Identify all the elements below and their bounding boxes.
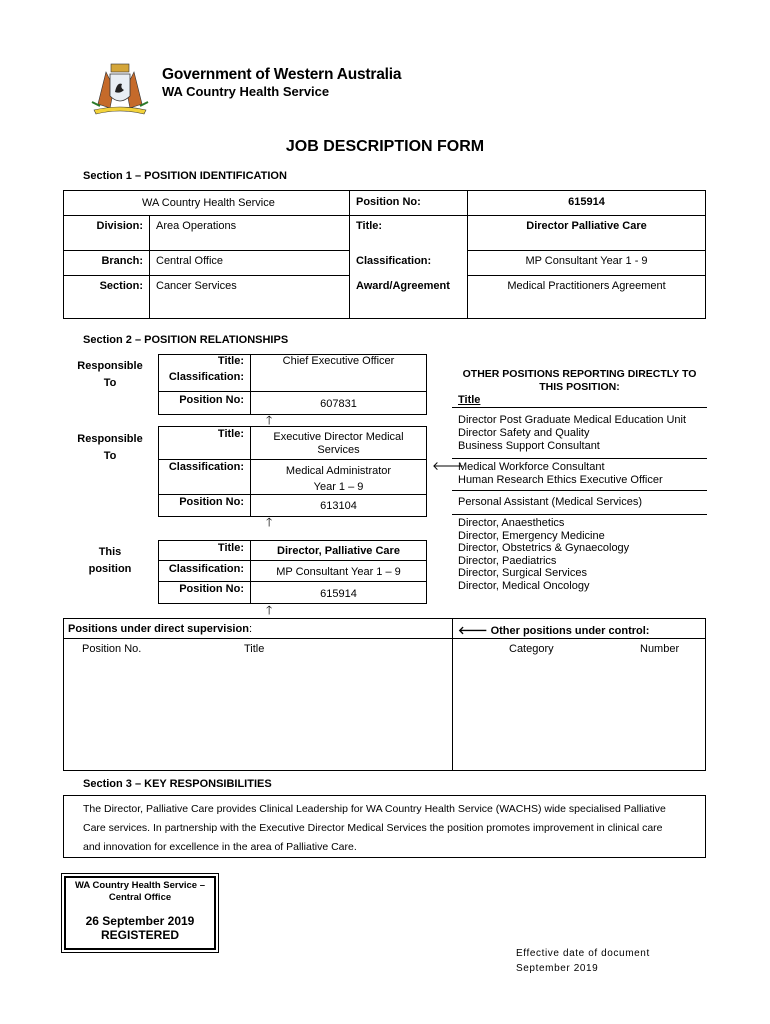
box1-title-value: Chief Executive Officer <box>282 355 395 367</box>
stamp-status: REGISTERED <box>100 928 179 942</box>
box1-title-label: Title: <box>217 355 244 367</box>
section-label: Section: <box>99 280 143 292</box>
box3-classification-label: Classification: <box>168 563 244 575</box>
list-item: Personal Assistant (Medical Services) <box>458 496 643 508</box>
position-no-label: Position No: <box>356 196 421 208</box>
division-value: Area Operations <box>156 220 237 232</box>
box3-position-no-label: Position No: <box>179 583 244 595</box>
government-name: Government of Western Australia <box>162 66 402 83</box>
box3-position-no-value: 615914 <box>320 588 357 600</box>
org-name: WA Country Health Service <box>142 197 275 209</box>
other-positions-group-2 <box>458 461 663 487</box>
other-positions-group-3 <box>458 496 642 509</box>
list-item: Director, Emergency Medicine <box>458 529 605 542</box>
effective-date-label: Effective date of document <box>516 948 650 959</box>
box2-position-no-label: Position No: <box>179 496 244 508</box>
list-item: Human Research Ethics Executive Officer <box>458 474 663 486</box>
branch-label: Branch: <box>101 255 143 267</box>
direct-supervision-label: Positions under direct supervision: <box>68 623 252 635</box>
up-arrow-icon: 🡑 <box>266 603 273 617</box>
col-category: Category <box>509 643 554 655</box>
stamp-date: 26 September 2019 <box>85 914 195 928</box>
health-service-name: WA Country Health Service <box>162 84 330 99</box>
col-position-no: Position No. <box>82 643 142 655</box>
award-label: Award/Agreement <box>356 280 450 292</box>
list-item: Director, Surgical Services <box>458 567 587 580</box>
box1-position-no-label: Position No: <box>179 394 244 406</box>
box2-classification-label: Classification: <box>168 461 244 473</box>
section1-heading: Section 1 – POSITION IDENTIFICATION <box>83 170 287 182</box>
box1-position-no-value: 607831 <box>320 398 357 410</box>
box3-title-value: Director, Palliative Care <box>277 545 400 557</box>
left-arrow-icon: 🡐 <box>432 459 465 473</box>
section2-heading: Section 2 – POSITION RELATIONSHIPS <box>83 334 289 346</box>
classification-label: Classification: <box>356 255 432 267</box>
award-value: Medical Practitioners Agreement <box>507 280 666 292</box>
col-number: Number <box>640 643 680 655</box>
box2-classification-value: Medical Administrator Year 1 – 9 <box>285 465 392 493</box>
col-title: Title <box>244 643 265 655</box>
this-position-label: This position <box>88 546 132 575</box>
list-item: Director, Anaesthetics <box>458 517 565 529</box>
responsible-to-label-1: Responsible To <box>77 360 143 389</box>
box2-title-value: Executive Director Medical Services <box>273 431 404 456</box>
box1-classification-label: Classification: <box>168 371 244 383</box>
key-responsibilities-text: The Director, Palliative Care provides Clinical Leadership for WA Country Health Service (WACHS) wide specialised Palliative Care services. In partnership with the Executive Director Medical Services the position promotes improvement in clinical care and innovation for excellence in the area of Palliative Care. <box>83 803 666 853</box>
box3-classification-value: MP Consultant Year 1 – 9 <box>276 566 401 578</box>
up-arrow-icon: 🡑 <box>266 515 273 529</box>
government-crest-logo <box>84 58 156 118</box>
left-arrow-icon: 🡐 <box>458 625 488 637</box>
up-arrow-icon: 🡑 <box>266 413 273 427</box>
other-control-label: 🡐 Other positions under control: <box>458 625 650 637</box>
list-item: Director, Obstetrics & Gynaecology <box>458 542 630 555</box>
supervision-table <box>63 618 706 771</box>
responsible-to-label-2: Responsible To <box>77 433 143 462</box>
division-label: Division: <box>96 220 143 232</box>
list-item: Director Safety and Quality <box>458 427 590 439</box>
stamp-org: WA Country Health Service – Central Office <box>74 880 206 903</box>
section-value: Cancer Services <box>156 280 237 292</box>
title-value: Director Palliative Care <box>526 220 647 232</box>
section3-heading: Section 3 – KEY RESPONSIBILITIES <box>83 778 272 790</box>
other-positions-heading: OTHER POSITIONS REPORTING DIRECTLY TO THIS POSITION: <box>462 368 697 393</box>
list-item: Director Post Graduate Medical Education Unit <box>458 414 687 426</box>
box2-title-label: Title: <box>217 428 244 440</box>
list-item: Business Support Consultant <box>458 440 600 452</box>
list-item: Medical Workforce Consultant <box>458 461 605 473</box>
other-positions-group-4 <box>458 517 629 593</box>
list-item: Director, Medical Oncology <box>458 579 590 592</box>
box3-title-label: Title: <box>217 542 244 554</box>
other-positions-title-header: Title <box>458 394 481 406</box>
classification-value: MP Consultant Year 1 - 9 <box>525 255 648 267</box>
form-title: JOB DESCRIPTION FORM <box>285 138 485 155</box>
branch-value: Central Office <box>156 255 224 267</box>
box2-position-no-value: 613104 <box>320 500 357 512</box>
position-no-value: 615914 <box>568 196 605 208</box>
list-item: Director, Paediatrics <box>458 554 557 567</box>
effective-date-value: September 2019 <box>516 963 599 974</box>
other-positions-group-1 <box>458 414 686 453</box>
title-label: Title: <box>356 220 383 232</box>
